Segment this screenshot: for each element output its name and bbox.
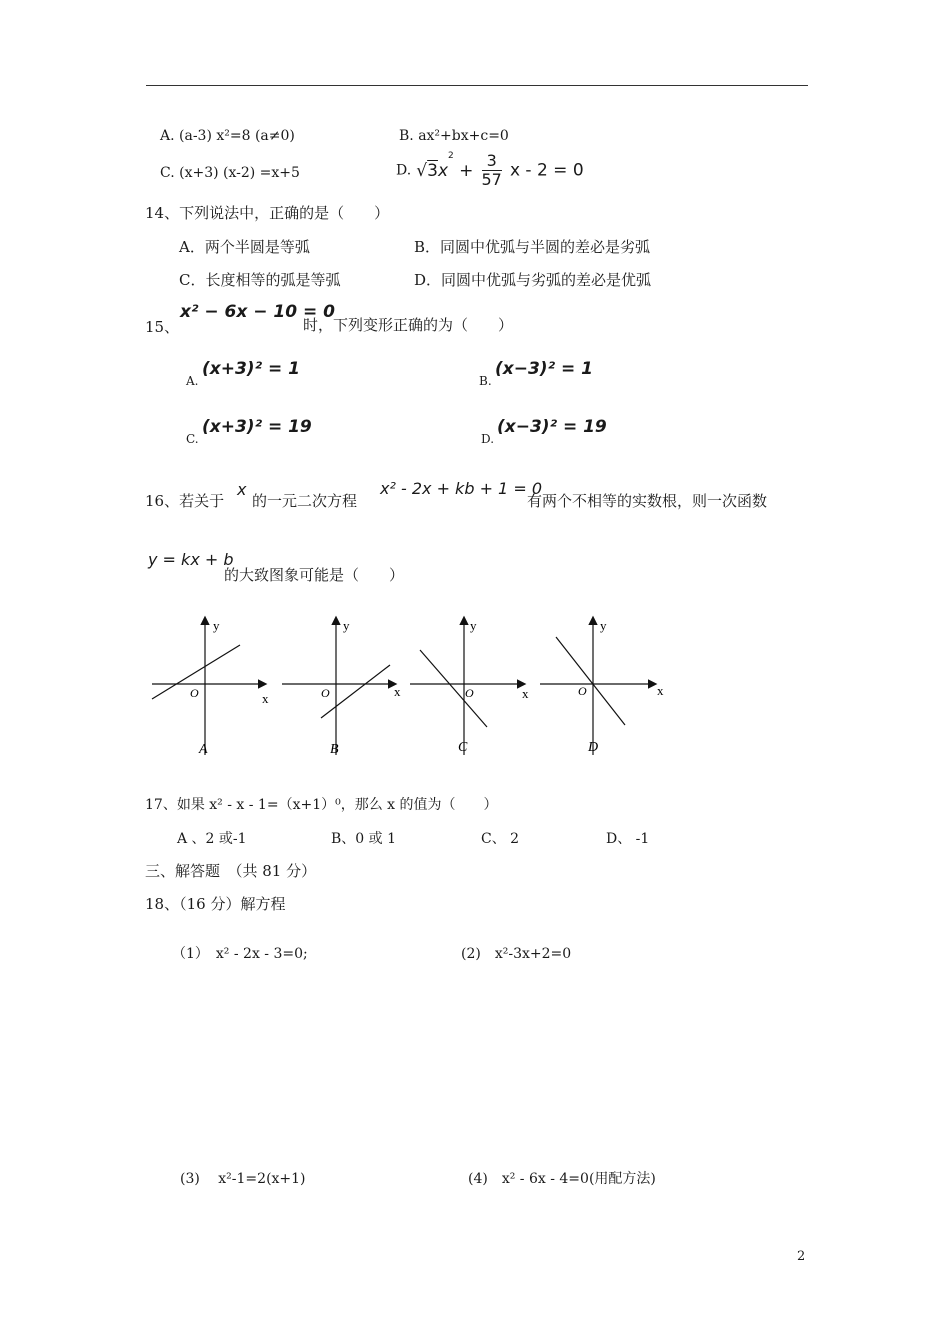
q15-option-b-eq: (x−3)² = 1	[495, 359, 593, 379]
q13-option-d-tail: x - 2 = 0	[509, 160, 584, 181]
q16-stem-d: 的大致图象可能是（ ）	[224, 566, 405, 584]
graph-c-letter: C	[458, 740, 468, 755]
q14-option-b: B．同圆中优弧与半圆的差必是劣弧	[414, 238, 651, 256]
graph-a-letter: A	[199, 742, 208, 757]
q13-option-d-letter: D.	[396, 162, 412, 179]
q18-part-1: （1） x² - 2x - 3=0;	[172, 946, 308, 962]
graph-d-y-label: y	[600, 618, 607, 633]
q17-stem: 17、如果 x² - x - 1=（x+1）⁰，那么 x 的值为（ ）	[145, 797, 498, 813]
q15-option-c-letter: C.	[186, 432, 199, 446]
header-rule	[146, 85, 808, 86]
q17-option-b: B、0 或 1	[331, 831, 397, 847]
q14-option-a: A．两个半圆是等弧	[179, 238, 310, 256]
q18-part-2: (2) x²-3x+2=0	[461, 946, 572, 962]
q14-option-d: D．同圆中优弧与劣弧的差必是优弧	[414, 271, 652, 289]
graph-b-origin: O	[321, 686, 330, 700]
q17-option-a: A 、2 或-1	[177, 831, 247, 847]
q13-option-a: A. (a-3) x²=8 (a≠0)	[160, 128, 295, 144]
q17-option-c: C、 2	[481, 831, 520, 847]
graph-d-line	[556, 637, 625, 725]
q15-stem-tail: 时，下列变形正确的为（ ）	[303, 316, 514, 334]
q16-equation: x² - 2x + kb + 1 = 0	[380, 479, 542, 498]
graph-a-origin: O	[190, 686, 199, 700]
page-number: 2	[797, 1249, 806, 1264]
q18-part-3: (3) x²-1=2(x+1)	[180, 1171, 306, 1187]
section-three-heading: 三、解答题 （共 81 分）	[145, 862, 317, 880]
q17-option-d: D、 -1	[606, 831, 650, 847]
q16-var-x: x	[237, 480, 247, 499]
q15-number: 15、	[145, 318, 180, 336]
q16-function: y = kx + b	[148, 550, 234, 569]
graph-d	[540, 618, 664, 755]
graph-c-origin: O	[465, 686, 474, 700]
q13-option-b: B. ax²+bx+c=0	[399, 128, 509, 144]
q13-option-d-radical: $√3x^2$ +	[416, 150, 474, 181]
graph-d-letter: D	[588, 740, 599, 755]
graph-a	[152, 618, 269, 757]
graph-b-letter: B	[330, 742, 339, 757]
q16-graphs	[140, 610, 680, 770]
q16-stem-b: 的一元二次方程	[252, 492, 358, 510]
q16-stem-a: 16、若关于	[145, 492, 225, 510]
q15-option-a-eq: (x+3)² = 1	[202, 359, 300, 379]
graph-b	[282, 618, 401, 757]
q15-option-d-letter: D.	[481, 432, 495, 446]
graph-c-x-label: x	[522, 686, 529, 701]
q14-option-c: C．长度相等的弧是等弧	[179, 271, 341, 289]
graph-b-line	[321, 665, 390, 718]
q13-option-d-fraction: $\frac{3}{57}$	[481, 151, 502, 189]
graph-a-x-label: x	[262, 691, 269, 706]
q16-stem-c: 有两个不相等的实数根，则一次函数	[527, 492, 768, 510]
graph-d-origin: O	[578, 684, 587, 698]
q13-option-c: C. (x+3) (x-2) =x+5	[160, 165, 300, 181]
q13-option-d	[396, 152, 584, 189]
graph-c	[410, 618, 529, 755]
q15-equation: x² − 6x − 10 = 0	[180, 302, 335, 322]
q15-option-a-letter: A.	[186, 374, 199, 388]
q18-part-4: (4) x² - 6x - 4=0(用配方法)	[468, 1171, 656, 1187]
graph-b-x-label: x	[394, 684, 401, 699]
q15-option-d-eq: (x−3)² = 19	[497, 417, 607, 437]
graph-a-y-label: y	[213, 618, 220, 633]
graph-c-y-label: y	[470, 618, 477, 633]
graph-d-x-label: x	[657, 683, 664, 698]
q15-option-b-letter: B.	[479, 374, 492, 388]
q18-stem: 18、（16 分）解方程	[145, 895, 286, 913]
q15-option-c-eq: (x+3)² = 19	[202, 417, 312, 437]
graph-b-y-label: y	[343, 618, 350, 633]
graph-c-line	[420, 650, 487, 727]
q14-stem: 14、下列说法中，正确的是（ ）	[145, 204, 390, 222]
